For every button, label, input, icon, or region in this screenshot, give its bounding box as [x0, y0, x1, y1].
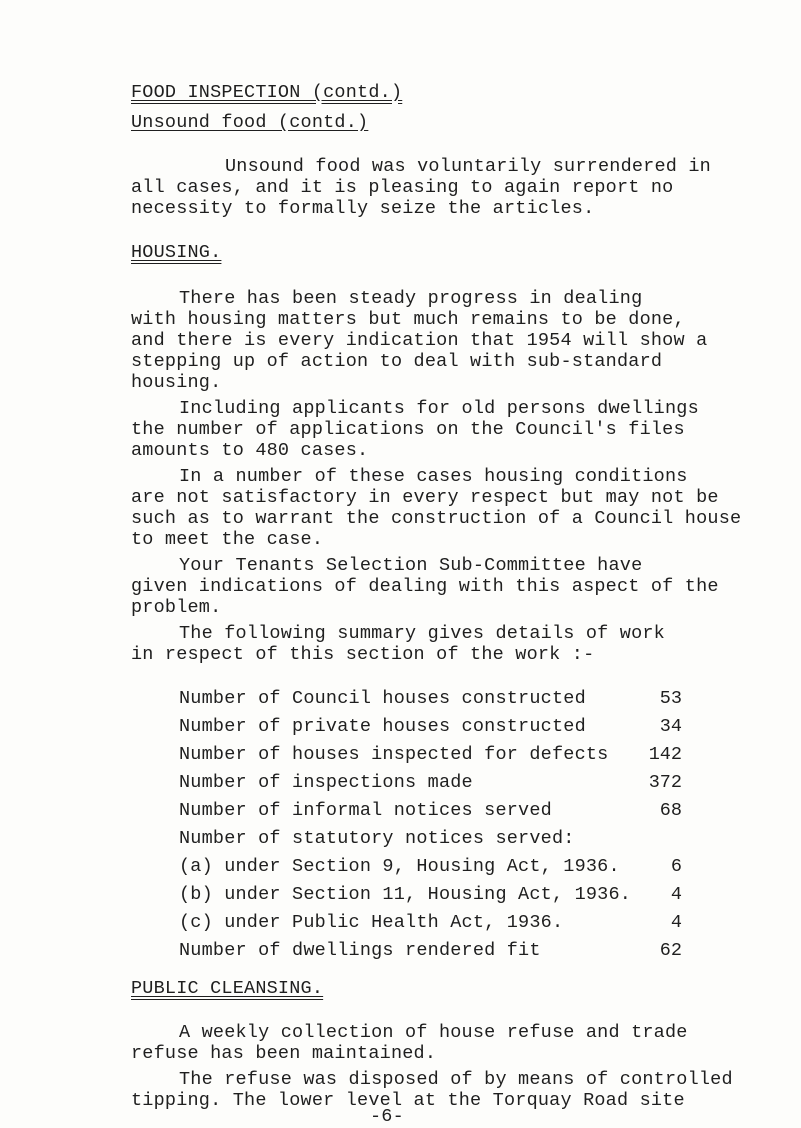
summary-value: 372: [648, 772, 682, 793]
paragraph-line: are not satisfactory in every respect but may not be: [131, 487, 719, 508]
paragraph-line: with housing matters but much remains to be done,: [131, 309, 685, 330]
paragraph-line: and there is every indication that 1954 will show a: [131, 330, 708, 351]
page-number: -6-: [370, 1106, 404, 1127]
paragraph-line: The refuse was disposed of by means of controlled: [179, 1069, 733, 1090]
paragraph-line: Your Tenants Selection Sub-Committee have: [179, 555, 643, 576]
paragraph-line: tipping. The lower level at the Torquay Road site: [131, 1090, 685, 1111]
paragraph-line: necessity to formally seize the articles.: [131, 198, 595, 219]
summary-value: 68: [659, 800, 682, 821]
paragraph-line: to meet the case.: [131, 529, 324, 550]
summary-value: 53: [659, 688, 682, 709]
paragraph-line: in respect of this section of the work :-: [131, 644, 595, 665]
paragraph-line: A weekly collection of house refuse and trade: [179, 1022, 688, 1043]
paragraph-line: stepping up of action to deal with sub-standard: [131, 351, 663, 372]
summary-label: (a) under Section 9, Housing Act, 1936.: [179, 856, 620, 877]
paragraph-line: problem.: [131, 597, 222, 618]
paragraph-line: Unsound food was voluntarily surrendered in: [225, 156, 711, 177]
summary-label: Number of houses inspected for defects: [179, 744, 609, 765]
paragraph-line: refuse has been maintained.: [131, 1043, 437, 1064]
summary-value: 6: [670, 856, 682, 877]
housing-heading: HOUSING.: [131, 242, 222, 263]
paragraph-line: The following summary gives details of work: [179, 623, 665, 644]
paragraph-line: all cases, and it is pleasing to again report no: [131, 177, 674, 198]
summary-value: 4: [670, 912, 682, 933]
paragraph-line: amounts to 480 cases.: [131, 440, 369, 461]
summary-label: Number of Council houses constructed: [179, 688, 586, 709]
summary-label: Number of informal notices served: [179, 800, 552, 821]
summary-label: Number of private houses constructed: [179, 716, 586, 737]
section-title: FOOD INSPECTION (contd.): [131, 82, 403, 103]
summary-value: 62: [659, 940, 682, 961]
summary-label: (c) under Public Health Act, 1936.: [179, 912, 564, 933]
paragraph-line: housing.: [131, 372, 222, 393]
summary-value: 4: [670, 884, 682, 905]
summary-value: 142: [648, 744, 682, 765]
summary-label: (b) under Section 11, Housing Act, 1936.: [179, 884, 632, 905]
paragraph-line: There has been steady progress in dealing: [179, 288, 643, 309]
summary-label: Number of inspections made: [179, 772, 473, 793]
public-cleansing-heading: PUBLIC CLEANSING.: [131, 978, 324, 999]
summary-label: Number of dwellings rendered fit: [179, 940, 541, 961]
paragraph-line: such as to warrant the construction of a Council house: [131, 508, 742, 529]
paragraph-line: In a number of these cases housing conditions: [179, 466, 688, 487]
subsection-title: Unsound food (contd.): [131, 112, 369, 133]
summary-value: 34: [659, 716, 682, 737]
paragraph-line: the number of applications on the Council's files: [131, 419, 685, 440]
paragraph-line: Including applicants for old persons dwellings: [179, 398, 699, 419]
summary-label: Number of statutory notices served:: [179, 828, 575, 849]
paragraph-line: given indications of dealing with this aspect of the: [131, 576, 719, 597]
